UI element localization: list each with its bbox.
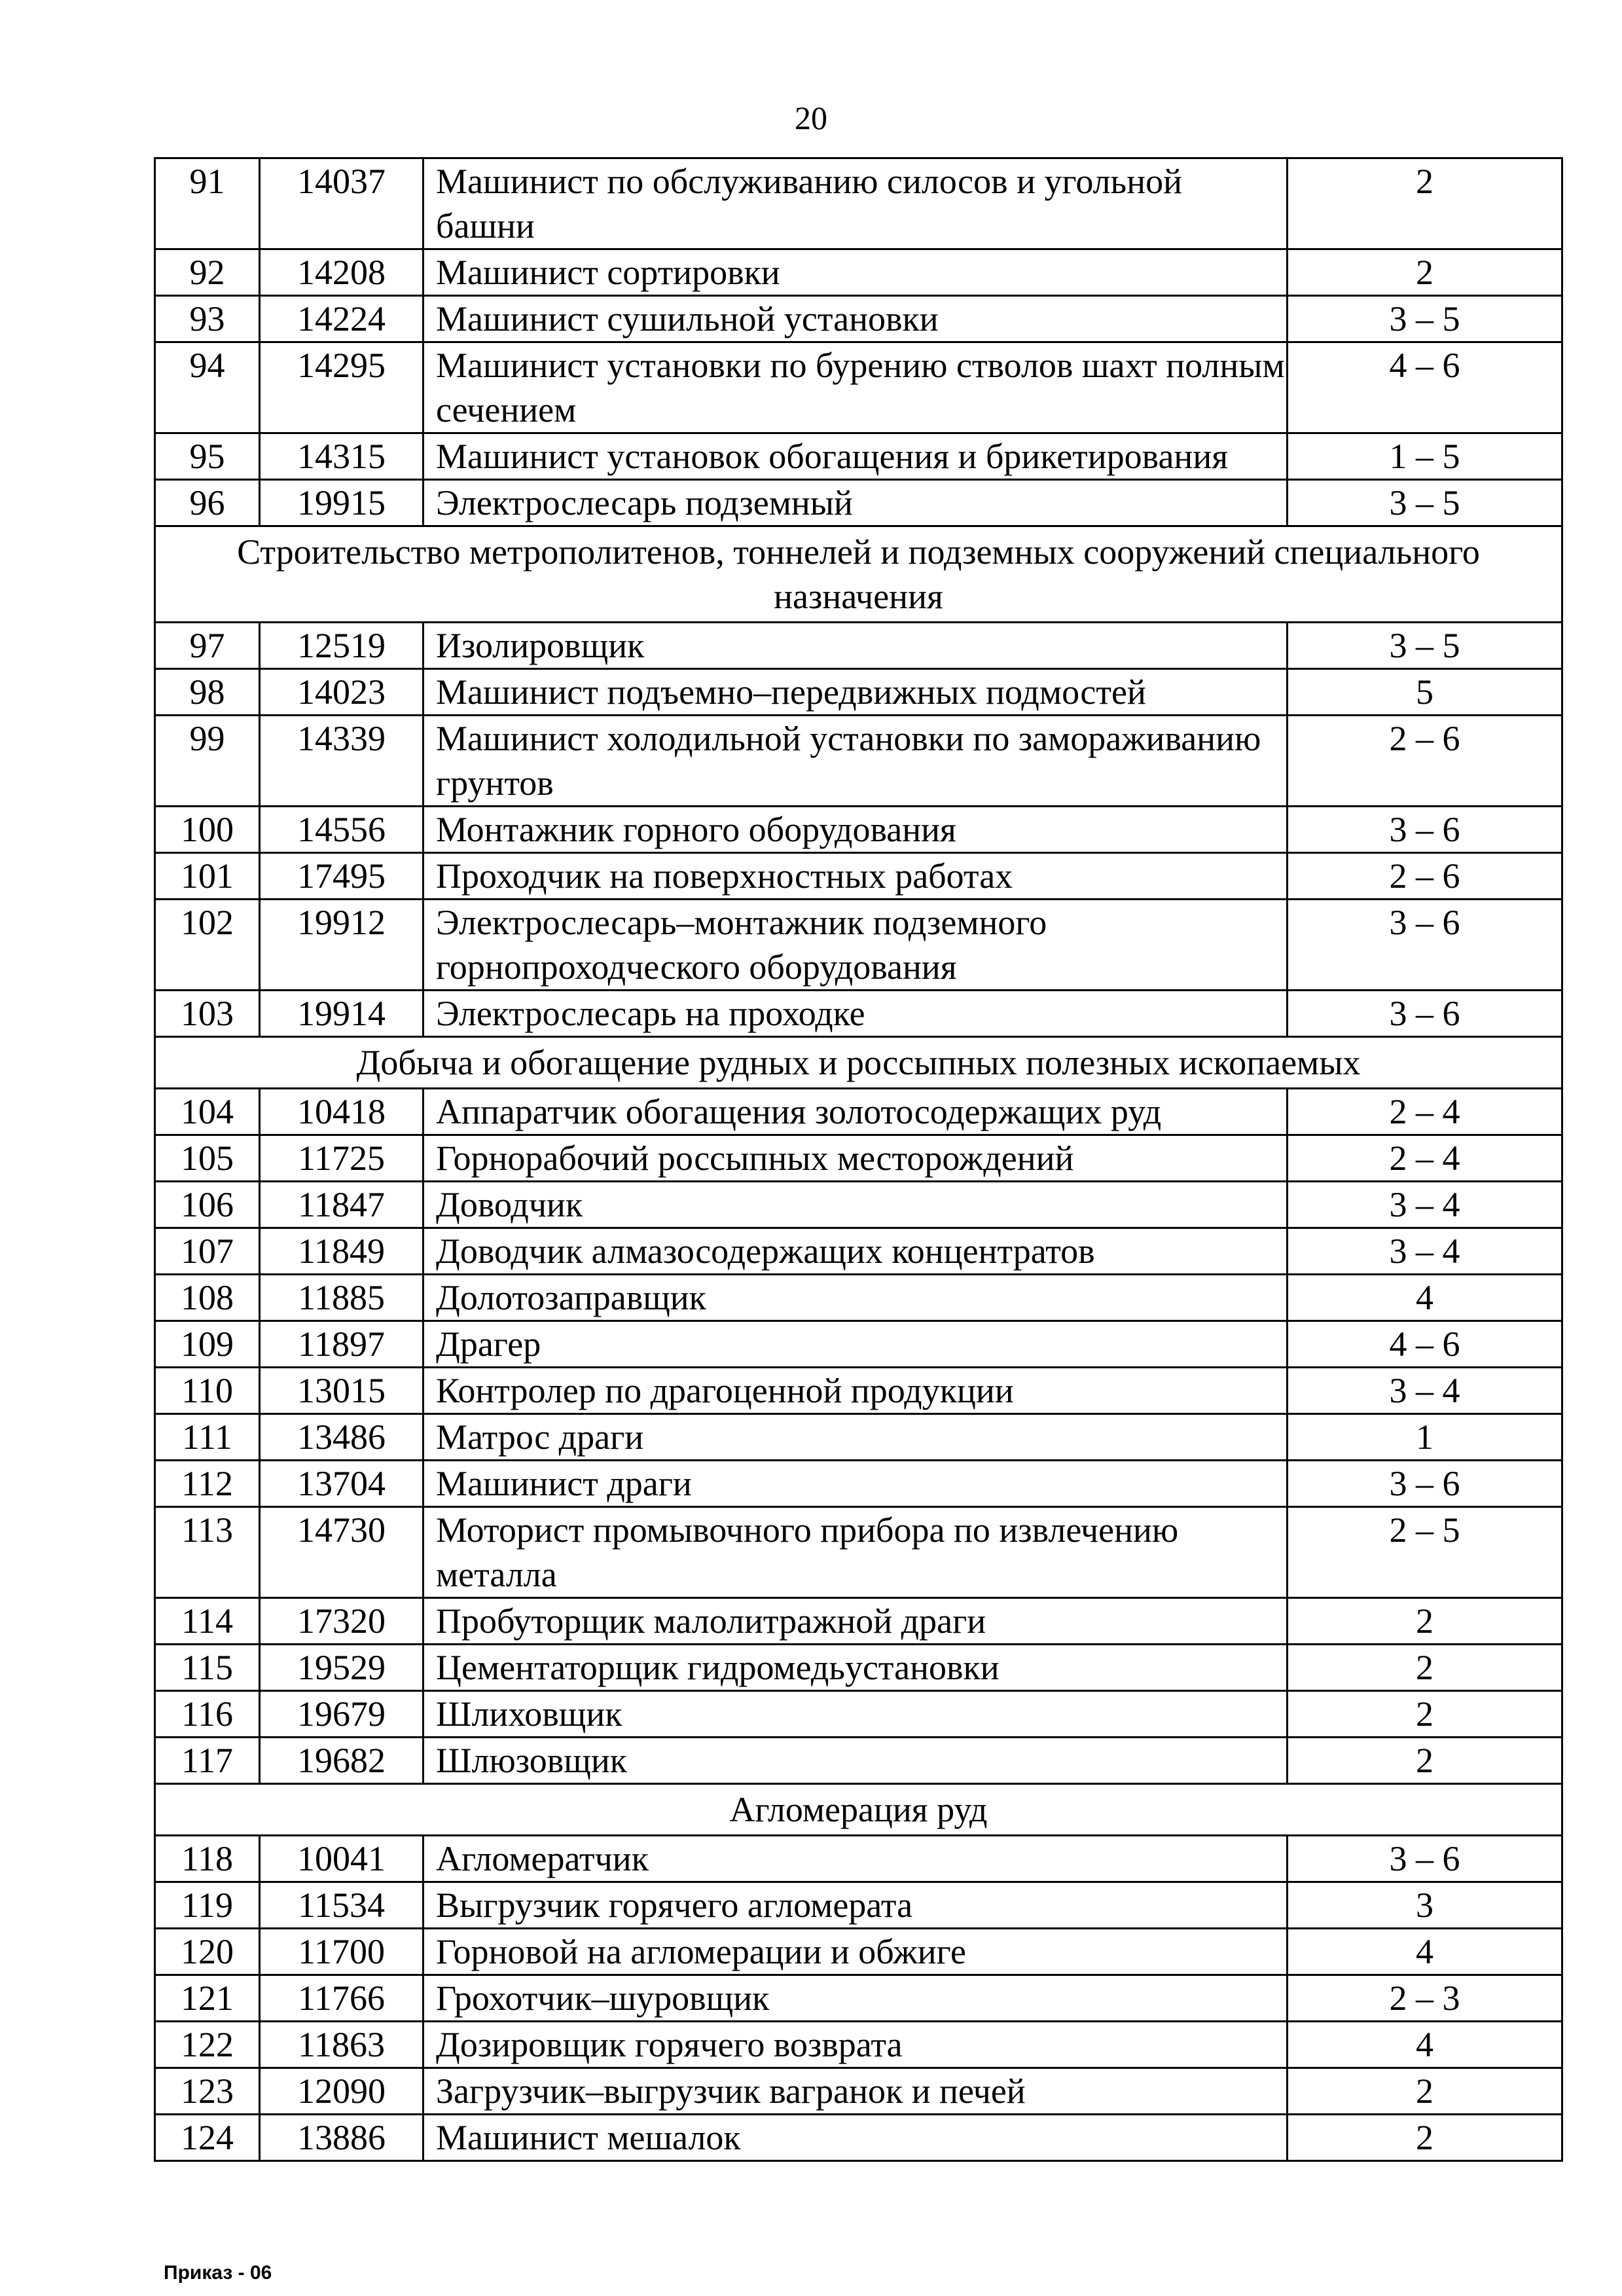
profession-name: Шлиховщик	[424, 1691, 1288, 1738]
table-row	[155, 1836, 1562, 1882]
grade-range: 3 – 6	[1288, 900, 1562, 991]
profession-name: Долотозаправщик	[424, 1275, 1288, 1321]
profession-name: Доводчик алмазосодержащих концентратов	[424, 1228, 1288, 1275]
grade-range: 2	[1288, 2115, 1562, 2161]
profession-code: 11897	[260, 1321, 424, 1368]
row-number: 119	[155, 1882, 260, 1929]
profession-code: 11847	[260, 1182, 424, 1228]
grade-range: 2	[1288, 1738, 1562, 1784]
profession-name: Машинист мешалок	[424, 2115, 1288, 2161]
table-row	[155, 480, 1562, 526]
row-number: 122	[155, 2022, 260, 2068]
table-row	[155, 1368, 1562, 1414]
profession-name: Дозировщик горячего возврата	[424, 2022, 1288, 2068]
row-number: 114	[155, 1598, 260, 1645]
table-row	[155, 900, 1562, 991]
row-number: 113	[155, 1507, 260, 1598]
profession-name: Электрослесарь–монтажник подземного горнопроходческого оборудования	[424, 900, 1288, 991]
table-row	[155, 1228, 1562, 1275]
profession-code: 19529	[260, 1645, 424, 1691]
table-row	[155, 853, 1562, 900]
profession-code: 11534	[260, 1882, 424, 1929]
row-number: 100	[155, 807, 260, 853]
profession-code: 13886	[260, 2115, 424, 2161]
table-row	[155, 2068, 1562, 2115]
row-number: 124	[155, 2115, 260, 2161]
row-number: 92	[155, 249, 260, 296]
profession-name: Шлюзовщик	[424, 1738, 1288, 1784]
profession-code: 10041	[260, 1836, 424, 1882]
grade-range: 4 – 6	[1288, 1321, 1562, 1368]
grade-range: 3 – 4	[1288, 1228, 1562, 1275]
profession-code: 11849	[260, 1228, 424, 1275]
grade-range: 2	[1288, 1645, 1562, 1691]
row-number: 99	[155, 716, 260, 807]
row-number: 115	[155, 1645, 260, 1691]
table-row	[155, 1135, 1562, 1182]
row-number: 112	[155, 1461, 260, 1507]
table-row	[155, 1882, 1562, 1929]
grade-range: 3 – 6	[1288, 1461, 1562, 1507]
profession-code: 11885	[260, 1275, 424, 1321]
table-row	[155, 716, 1562, 807]
profession-code: 10418	[260, 1089, 424, 1135]
table-row	[155, 1645, 1562, 1691]
profession-code: 13486	[260, 1414, 424, 1461]
profession-code: 11725	[260, 1135, 424, 1182]
grade-range: 1	[1288, 1414, 1562, 1461]
table-row	[155, 991, 1562, 1037]
profession-code: 14295	[260, 342, 424, 433]
profession-name: Горнорабочий россыпных месторождений	[424, 1135, 1288, 1182]
professions-table-body	[155, 158, 1562, 2161]
row-number: 120	[155, 1929, 260, 1975]
grade-range: 2	[1288, 2068, 1562, 2115]
row-number: 106	[155, 1182, 260, 1228]
grade-range: 2	[1288, 1691, 1562, 1738]
row-number: 94	[155, 342, 260, 433]
profession-name: Машинист сушильной установки	[424, 296, 1288, 342]
row-number: 95	[155, 433, 260, 480]
professions-table	[154, 157, 1563, 2162]
profession-code: 11863	[260, 2022, 424, 2068]
profession-name: Машинист холодильной установки по замораживанию грунтов	[424, 716, 1288, 807]
profession-name: Машинист драги	[424, 1461, 1288, 1507]
profession-code: 13015	[260, 1368, 424, 1414]
grade-range: 3	[1288, 1882, 1562, 1929]
profession-code: 14037	[260, 158, 424, 249]
grade-range: 4	[1288, 1929, 1562, 1975]
table-row	[155, 623, 1562, 669]
profession-code: 14315	[260, 433, 424, 480]
profession-name: Проходчик на поверхностных работах	[424, 853, 1288, 900]
table-row	[155, 1461, 1562, 1507]
profession-name: Грохотчик–шуровщик	[424, 1975, 1288, 2022]
profession-name: Электрослесарь на проходке	[424, 991, 1288, 1037]
profession-code: 19915	[260, 480, 424, 526]
table-row	[155, 1975, 1562, 2022]
profession-name: Машинист сортировки	[424, 249, 1288, 296]
profession-code: 14023	[260, 669, 424, 716]
section-title: Строительство метрополитенов, тоннелей и подземных сооружений специального назначения	[155, 526, 1562, 623]
grade-range: 2 – 4	[1288, 1135, 1562, 1182]
grade-range: 2	[1288, 249, 1562, 296]
row-number: 118	[155, 1836, 260, 1882]
profession-name: Загрузчик–выгрузчик вагранок и печей	[424, 2068, 1288, 2115]
grade-range: 4 – 6	[1288, 342, 1562, 433]
table-row	[155, 1738, 1562, 1784]
profession-name: Матрос драги	[424, 1414, 1288, 1461]
profession-code: 19912	[260, 900, 424, 991]
profession-code: 14339	[260, 716, 424, 807]
row-number: 105	[155, 1135, 260, 1182]
table-row	[155, 1929, 1562, 1975]
row-number: 110	[155, 1368, 260, 1414]
profession-name: Машинист по обслуживанию силосов и угольной башни	[424, 158, 1288, 249]
profession-name: Электрослесарь подземный	[424, 480, 1288, 526]
grade-range: 3 – 6	[1288, 807, 1562, 853]
profession-name: Машинист подъемно–передвижных подмостей	[424, 669, 1288, 716]
profession-code: 13704	[260, 1461, 424, 1507]
grade-range: 2 – 5	[1288, 1507, 1562, 1598]
grade-range: 2 – 4	[1288, 1089, 1562, 1135]
profession-name: Агломератчик	[424, 1836, 1288, 1882]
row-number: 116	[155, 1691, 260, 1738]
table-row	[155, 1598, 1562, 1645]
table-row	[155, 1691, 1562, 1738]
grade-range: 3 – 5	[1288, 296, 1562, 342]
grade-range: 3 – 6	[1288, 991, 1562, 1037]
table-row	[155, 433, 1562, 480]
grade-range: 3 – 6	[1288, 1836, 1562, 1882]
row-number: 103	[155, 991, 260, 1037]
profession-code: 14224	[260, 296, 424, 342]
table-row	[155, 1414, 1562, 1461]
table-row	[155, 158, 1562, 249]
grade-range: 2 – 6	[1288, 716, 1562, 807]
grade-range: 3 – 4	[1288, 1182, 1562, 1228]
table-row	[155, 1507, 1562, 1598]
grade-range: 5	[1288, 669, 1562, 716]
grade-range: 2	[1288, 1598, 1562, 1645]
profession-code: 17320	[260, 1598, 424, 1645]
grade-range: 2 – 3	[1288, 1975, 1562, 2022]
section-title: Добыча и обогащение рудных и россыпных полезных ископаемых	[155, 1037, 1562, 1089]
grade-range: 1 – 5	[1288, 433, 1562, 480]
row-number: 93	[155, 296, 260, 342]
table-row	[155, 342, 1562, 433]
row-number: 111	[155, 1414, 260, 1461]
row-number: 108	[155, 1275, 260, 1321]
profession-code: 14208	[260, 249, 424, 296]
row-number: 123	[155, 2068, 260, 2115]
table-row	[155, 807, 1562, 853]
grade-range: 2	[1288, 158, 1562, 249]
profession-name: Доводчик	[424, 1182, 1288, 1228]
row-number: 117	[155, 1738, 260, 1784]
page-number: 20	[795, 100, 827, 136]
row-number: 107	[155, 1228, 260, 1275]
table-row	[155, 249, 1562, 296]
grade-range: 4	[1288, 2022, 1562, 2068]
row-number: 109	[155, 1321, 260, 1368]
profession-name: Цементаторщик гидромедьустановки	[424, 1645, 1288, 1691]
profession-name: Изолировщик	[424, 623, 1288, 669]
profession-code: 11766	[260, 1975, 424, 2022]
profession-name: Драгер	[424, 1321, 1288, 1368]
row-number: 97	[155, 623, 260, 669]
table-row	[155, 1182, 1562, 1228]
profession-code: 12519	[260, 623, 424, 669]
profession-name: Горновой на агломерации и обжиге	[424, 1929, 1288, 1975]
table-row	[155, 2022, 1562, 2068]
row-number: 121	[155, 1975, 260, 2022]
table-row	[155, 669, 1562, 716]
section-title: Агломерация руд	[155, 1784, 1562, 1836]
profession-code: 14556	[260, 807, 424, 853]
profession-name: Выгрузчик горячего агломерата	[424, 1882, 1288, 1929]
profession-code: 19682	[260, 1738, 424, 1784]
table-row	[155, 296, 1562, 342]
profession-name: Аппаратчик обогащения золотосодержащих руд	[424, 1089, 1288, 1135]
row-number: 104	[155, 1089, 260, 1135]
section-header-row	[155, 1037, 1562, 1089]
profession-code: 19679	[260, 1691, 424, 1738]
table-row	[155, 1089, 1562, 1135]
profession-code: 17495	[260, 853, 424, 900]
row-number: 101	[155, 853, 260, 900]
row-number: 102	[155, 900, 260, 991]
row-number: 98	[155, 669, 260, 716]
row-number: 91	[155, 158, 260, 249]
grade-range: 3 – 4	[1288, 1368, 1562, 1414]
profession-code: 11700	[260, 1929, 424, 1975]
profession-code: 19914	[260, 991, 424, 1037]
profession-code: 14730	[260, 1507, 424, 1598]
profession-name: Контролер по драгоценной продукции	[424, 1368, 1288, 1414]
profession-code: 12090	[260, 2068, 424, 2115]
table-row	[155, 1321, 1562, 1368]
table-row	[155, 2115, 1562, 2161]
grade-range: 2 – 6	[1288, 853, 1562, 900]
section-header-row	[155, 526, 1562, 623]
grade-range: 3 – 5	[1288, 480, 1562, 526]
footer-order-mark: Приказ - 06	[164, 2262, 272, 2284]
profession-name: Монтажник горного оборудования	[424, 807, 1288, 853]
profession-name: Машинист установок обогащения и брикетирования	[424, 433, 1288, 480]
grade-range: 4	[1288, 1275, 1562, 1321]
profession-name: Пробуторщик малолитражной драги	[424, 1598, 1288, 1645]
profession-name: Моторист промывочного прибора по извлечению металла	[424, 1507, 1288, 1598]
section-header-row	[155, 1784, 1562, 1836]
grade-range: 3 – 5	[1288, 623, 1562, 669]
row-number: 96	[155, 480, 260, 526]
profession-name: Машинист установки по бурению стволов шахт полным сечением	[424, 342, 1288, 433]
table-row	[155, 1275, 1562, 1321]
